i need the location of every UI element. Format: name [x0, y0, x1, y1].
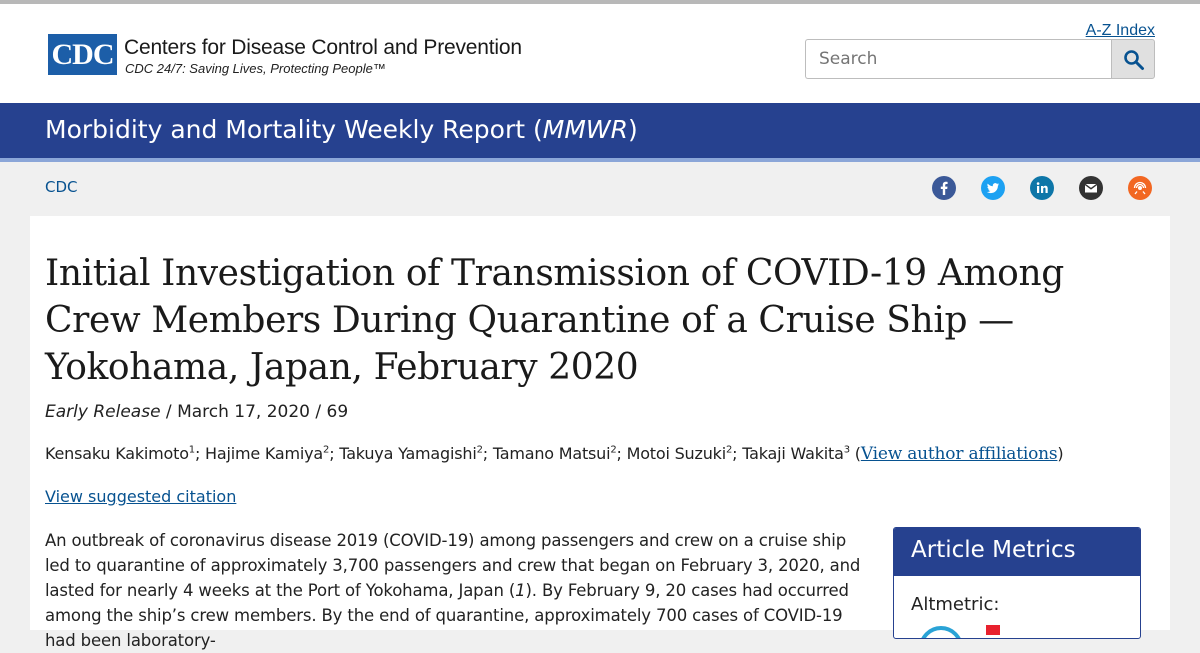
breadcrumb-cdc[interactable]: CDC: [45, 178, 78, 196]
metrics-header: [894, 528, 1140, 576]
cdc-logo[interactable]: [48, 34, 522, 80]
twitter-icon[interactable]: [981, 176, 1005, 200]
search-input[interactable]: [805, 39, 1111, 79]
article-body: An outbreak of coronavirus disease 2019 (COVID-19) among passengers and crew on a cruise ship led to quarantine of approximately 3,700 passengers and crew that began on February 3, 2020, and lasted for nearly 4 weeks at the Port of Yokohama, Japan (1). By February 9, 20 cases had occurred among the ship’s crew members. By the end of quarantine, approximately 700 cases of COVID-19 had been laboratory-: [45, 531, 861, 650]
release-info: [45, 402, 348, 422]
metrics-title: Article Metrics: [911, 537, 1076, 563]
article-metrics-panel: [893, 527, 1141, 639]
release-label: Early Release: [45, 402, 161, 422]
view-affiliations-link[interactable]: View author affiliations: [860, 444, 1058, 464]
author-name: Tamano Matsui: [492, 444, 611, 463]
article-title: Initial Investigation of Transmission of COVID-19 Among Crew Members During Quarantine of a Cruise Ship — Yokohama, Japan, February 2020: [45, 253, 1064, 388]
release-date-volume: / March 17, 2020 / 69: [160, 402, 349, 422]
facebook-icon[interactable]: [932, 176, 956, 200]
search-form: [805, 39, 1155, 79]
author-affiliation-number: 3: [843, 444, 850, 456]
author-affiliation-number: 2: [476, 444, 483, 456]
author-name: Hajime Kamiya: [205, 444, 324, 463]
publication-title[interactable]: Morbidity and Mortality Weekly Report (MMWR): [45, 115, 638, 144]
altmetric-label: Altmetric:: [911, 594, 1000, 615]
view-citation-link[interactable]: View suggested citation: [45, 487, 237, 506]
linkedin-icon[interactable]: [1030, 176, 1054, 200]
org-name: Centers for Disease Control and Prevention: [124, 36, 522, 59]
az-index-link[interactable]: A-Z Index: [1085, 22, 1155, 39]
author-name: Kensaku Kakimoto: [45, 444, 189, 463]
email-icon[interactable]: [1079, 176, 1103, 200]
altmetric-donut[interactable]: [919, 626, 963, 639]
search-icon: [1123, 49, 1145, 71]
cdc-logo-mark: CDC: [48, 34, 117, 75]
syndicate-icon[interactable]: [1128, 176, 1152, 200]
author-name: Takuya Yamagishi: [339, 444, 477, 463]
author-name: Takaji Wakita: [742, 444, 844, 463]
author-affiliation-number: 1: [188, 444, 195, 456]
author-name: Motoi Suzuki: [626, 444, 726, 463]
author-affiliation-number: 2: [323, 444, 330, 456]
reference-link[interactable]: 1: [515, 581, 526, 600]
author-affiliation-number: 2: [725, 444, 733, 456]
author-list: Kensaku Kakimoto$^1$; Hajime Kamiya$^2$; Takuya Yamagishi$^2$; Tamano Matsui$^2$; Motoi Suzuki$^2$; Takaji Wakita$^3$ (View author affiliations): [45, 444, 1064, 464]
org-tagline: CDC 24/7: Saving Lives, Protecting People™: [125, 61, 386, 76]
publication-banner: [0, 103, 1200, 162]
search-button[interactable]: [1111, 39, 1155, 79]
author-affiliation-number: 2: [610, 444, 617, 456]
altmetric-news-marker: [986, 625, 1000, 635]
